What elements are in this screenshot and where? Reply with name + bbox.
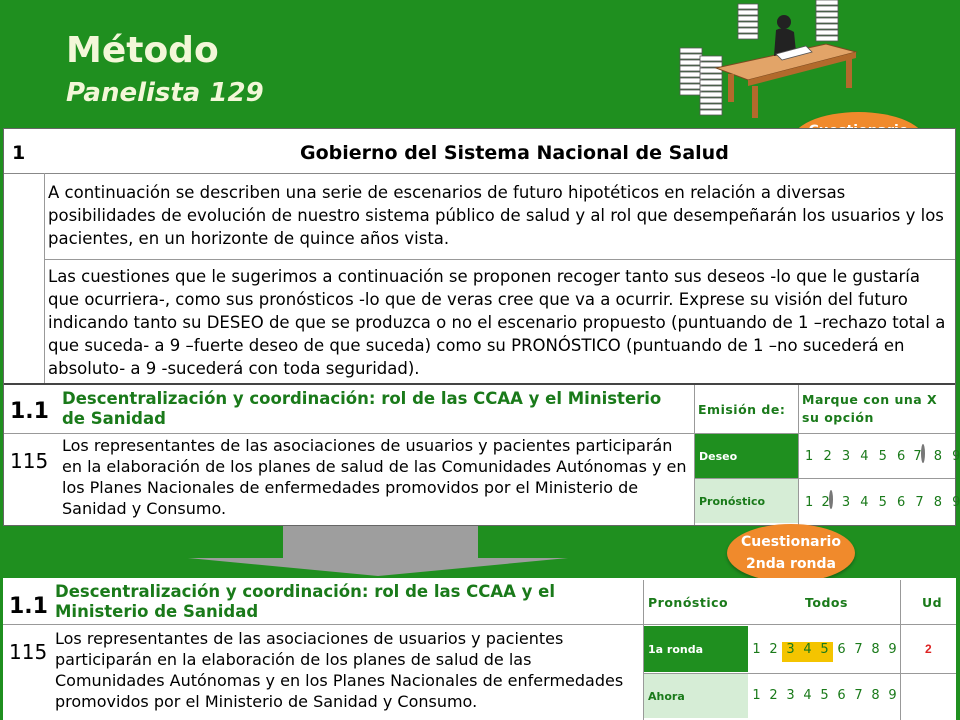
section-number: 1 xyxy=(12,142,26,164)
row-label-pronostico: Pronóstico xyxy=(695,479,798,523)
subsection-title: Descentralización y coordinación: rol de las CCAA y el Ministerio de Sanidad xyxy=(55,582,556,621)
instructions-paragraph: Las cuestiones que le sugerimos a continuación se proponen recoger tanto sus deseos -lo que le gustaría que ocurriera-, como sus pronósticos -lo que de veras cree que va a ocurrir. Exprese su visión del futuro indicando tanto su DESEO de que se produzca o no el escenario propuesto (puntuando de 1 –rechazo total a que suceda- a 9 –fuerte deseo de que suceda) como su PRONÓSTICO (puntuando de 1 –no sucederá en absoluto- a 9 -sucederá con toda seguridad). xyxy=(48,267,946,378)
deseo-scale[interactable] xyxy=(800,449,960,464)
scale-option-1[interactable]: 1 xyxy=(752,688,761,703)
subsection-number: 1.1 xyxy=(9,594,48,619)
column-divider xyxy=(44,173,45,383)
item-text: Los representantes de las asociaciones de usuarios y pacientes participarán en la elaboración de los planes de salud de las Comunidades Autónomas y en los Planes Nacionales de enfermedades promovidos por el Ministerio de Sanidad y Consumo. xyxy=(55,629,624,711)
ud-label: Ud xyxy=(922,595,943,610)
scale-option-2[interactable]: 2 xyxy=(823,449,832,464)
scale-option-9[interactable]: 9 xyxy=(888,688,897,703)
scale-option-8[interactable]: 8 xyxy=(933,495,943,510)
item-number: 115 xyxy=(9,640,48,664)
marque-label: Marque con una X su opción xyxy=(802,392,938,425)
scale-option-7[interactable]: 7 xyxy=(915,495,924,510)
scale-option-6[interactable]: 6 xyxy=(837,642,846,657)
questionnaire-first-round xyxy=(3,128,960,526)
scale-option-3[interactable]: 3 xyxy=(786,688,795,703)
scale-option-8[interactable]: 8 xyxy=(871,688,880,703)
scale-option-9[interactable]: 9 xyxy=(952,449,960,464)
item-number: 115 xyxy=(10,449,49,473)
scale-option-7[interactable]: 7 xyxy=(910,449,928,464)
scale-option-1[interactable]: 1 xyxy=(805,495,814,510)
section-title: Gobierno del Sistema Nacional de Salud xyxy=(300,142,729,164)
scale-option-5[interactable]: 5 xyxy=(878,449,887,464)
scale-option-3[interactable]: 3 xyxy=(782,642,799,662)
pronostico-label: Pronóstico xyxy=(648,595,729,610)
1a-ronda-scale xyxy=(748,642,901,662)
scale-option-2[interactable]: 2 xyxy=(818,495,836,510)
scale-option-4[interactable]: 4 xyxy=(860,495,869,510)
column-divider xyxy=(798,385,799,525)
row-label-deseo: Deseo xyxy=(695,434,798,478)
ud-value: 2 xyxy=(925,642,932,656)
page-subtitle: Panelista 129 xyxy=(66,78,264,108)
page-title: Método xyxy=(66,30,219,71)
scale-option-6[interactable]: 6 xyxy=(837,688,846,703)
scale-option-4[interactable]: 4 xyxy=(799,642,816,662)
ahora-scale[interactable] xyxy=(748,688,901,703)
emision-label: Emisión de: xyxy=(698,402,786,417)
item-text: Los representantes de las asociaciones de usuarios y pacientes participarán en la elaboración de los planes de salud de las Comunidades Autónomas y en los Planes Nacionales de enfermedades promovidos por el Ministerio de Sanidad y Consumo. xyxy=(62,436,687,518)
scale-option-7[interactable]: 7 xyxy=(854,642,863,657)
row-label-1a-ronda: 1a ronda xyxy=(644,626,748,672)
scale-option-4[interactable]: 4 xyxy=(860,449,869,464)
second-round-bubble: Cuestionario 2nda ronda xyxy=(727,524,855,582)
row-label-ahora: Ahora xyxy=(644,674,748,718)
down-arrow-icon xyxy=(188,526,568,576)
pronostico-scale[interactable] xyxy=(800,495,960,510)
selection-circle-icon xyxy=(921,444,925,463)
selection-circle-icon xyxy=(829,490,833,509)
divider xyxy=(4,433,955,434)
subsection-number: 1.1 xyxy=(10,399,49,424)
questionnaire-second-round xyxy=(3,578,956,720)
scale-option-6[interactable]: 6 xyxy=(897,495,906,510)
scale-option-6[interactable]: 6 xyxy=(897,449,906,464)
scale-option-8[interactable]: 8 xyxy=(933,449,943,464)
scale-option-3[interactable]: 3 xyxy=(841,449,851,464)
todos-label: Todos xyxy=(805,595,848,610)
scale-option-8[interactable]: 8 xyxy=(871,642,880,657)
subsection-title: Descentralización y coordinación: rol de las CCAA y el Ministerio de Sanidad xyxy=(62,389,662,428)
divider xyxy=(695,478,955,479)
section-header xyxy=(4,129,955,174)
scale-option-5[interactable]: 5 xyxy=(816,642,833,662)
divider xyxy=(644,673,956,674)
divider xyxy=(3,624,956,625)
scale-option-7[interactable]: 7 xyxy=(854,688,863,703)
scale-option-1[interactable]: 1 xyxy=(805,449,814,464)
divider xyxy=(4,383,955,385)
scale-option-5[interactable]: 5 xyxy=(878,495,887,510)
scale-option-9[interactable]: 9 xyxy=(888,642,897,657)
office-desk-illustration xyxy=(676,0,866,128)
scale-option-4[interactable]: 4 xyxy=(803,688,812,703)
scale-option-2[interactable]: 2 xyxy=(769,642,778,657)
divider xyxy=(44,259,955,260)
intro-paragraph: A continuación se describen una serie de escenarios de futuro hipotéticos en relación a diversas posibilidades de evolución de nuestro sistema público de salud y al rol que desempeñarán los usuarios y los pacientes, en un horizonte de quince años vista. xyxy=(48,183,944,248)
scale-option-1[interactable]: 1 xyxy=(752,642,761,657)
scale-option-5[interactable]: 5 xyxy=(820,688,829,703)
scale-option-3[interactable]: 3 xyxy=(841,495,851,510)
scale-option-9[interactable]: 9 xyxy=(952,495,960,510)
scale-option-2[interactable]: 2 xyxy=(769,688,778,703)
